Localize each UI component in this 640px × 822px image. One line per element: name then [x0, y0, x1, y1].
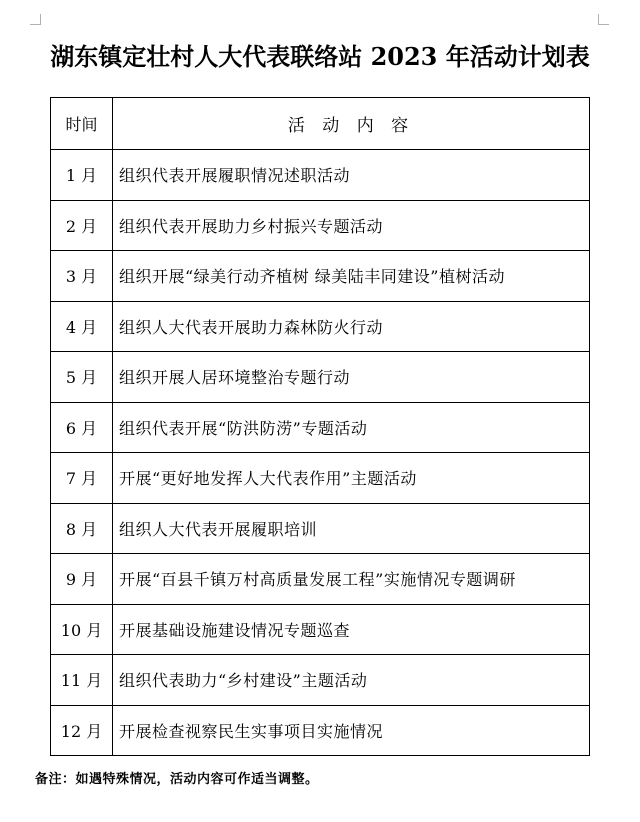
activity-plan-table — [50, 97, 590, 756]
table-row — [51, 453, 590, 504]
activity-cell: 开展“百县千镇万村高质量发展工程”实施情况专题调研 — [113, 554, 590, 605]
activity-cell: 开展检查视察民生实事项目实施情况 — [113, 705, 590, 756]
page-corner-mark-right — [598, 14, 609, 25]
activity-cell: 组织人大代表开展助力森林防火行动 — [113, 301, 590, 352]
table-row — [51, 352, 590, 403]
table-row — [51, 402, 590, 453]
activity-cell: 组织代表开展助力乡村振兴专题活动 — [113, 200, 590, 251]
table-row — [51, 150, 590, 201]
table-row — [51, 200, 590, 251]
month-cell: 12 月 — [51, 705, 113, 756]
table-row — [51, 655, 590, 706]
header-time: 时间 — [51, 98, 113, 150]
table-row — [51, 251, 590, 302]
month-cell: 2 月 — [51, 200, 113, 251]
header-content: 活 动 内 容 — [113, 98, 590, 150]
activity-cell: 组织代表助力“乡村建设”主题活动 — [113, 655, 590, 706]
table-row — [51, 503, 590, 554]
table-row — [51, 604, 590, 655]
month-cell: 5 月 — [51, 352, 113, 403]
activity-cell: 组织代表开展“防洪防涝”专题活动 — [113, 402, 590, 453]
month-cell: 1 月 — [51, 150, 113, 201]
footnote-remark: 备注：如遇特殊情况，活动内容可作适当调整。 — [35, 772, 319, 787]
activity-cell: 开展“更好地发挥人大代表作用”主题活动 — [113, 453, 590, 504]
month-cell: 4 月 — [51, 301, 113, 352]
month-cell: 9 月 — [51, 554, 113, 605]
activity-cell: 组织代表开展履职情况述职活动 — [113, 150, 590, 201]
month-cell: 6 月 — [51, 402, 113, 453]
month-cell: 11 月 — [51, 655, 113, 706]
table-header-row — [51, 98, 590, 150]
table-row — [51, 554, 590, 605]
month-cell: 10 月 — [51, 604, 113, 655]
table-row — [51, 301, 590, 352]
activity-cell: 组织开展“绿美行动齐植树 绿美陆丰同建设”植树活动 — [113, 251, 590, 302]
activity-cell: 开展基础设施建设情况专题巡查 — [113, 604, 590, 655]
table-row — [51, 705, 590, 756]
month-cell: 8 月 — [51, 503, 113, 554]
page-corner-mark-left — [30, 14, 41, 25]
activity-cell: 组织开展人居环境整治专题行动 — [113, 352, 590, 403]
month-cell: 7 月 — [51, 453, 113, 504]
month-cell: 3 月 — [51, 251, 113, 302]
activity-cell: 组织人大代表开展履职培训 — [113, 503, 590, 554]
document-title: 湖东镇定壮村人大代表联络站 2023 年活动计划表 — [50, 42, 590, 71]
